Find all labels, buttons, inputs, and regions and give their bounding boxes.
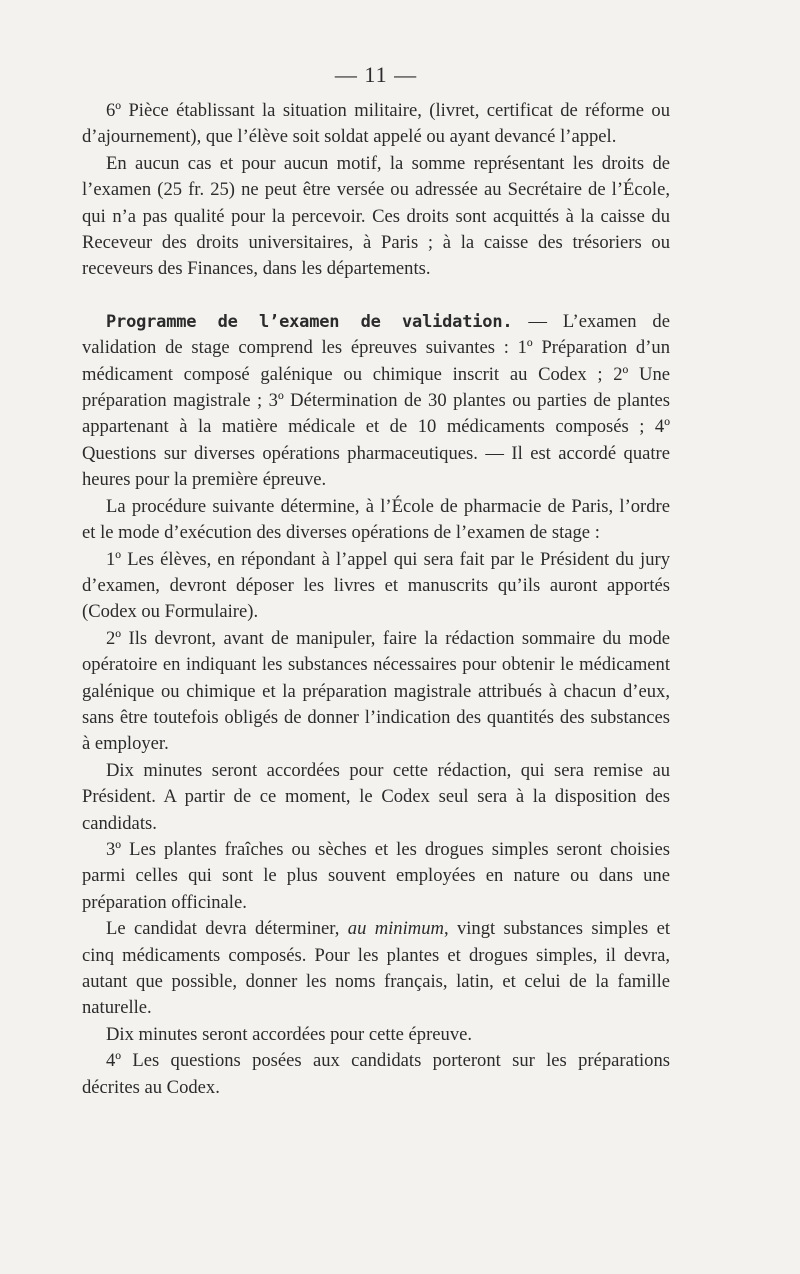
paragraph-step-3: 3º Les plantes fraîches ou sèches et les drogues simples seront choisies parmi celles qui sont le plus souvent employées en nature ou dans une préparation officinale.: [82, 838, 670, 913]
section-spacer: [82, 283, 670, 309]
minimum-before: Le candidat devra déterminer,: [106, 918, 348, 940]
programme-intro-text: — L’examen de validation de stage comprend les épreuves suivantes : 1º Préparation d’un médicament composé galénique ou chimique inscrit au Codex ; 2º Une préparation magistrale ; 3º Détermination de 30 plantes ou parties de plantes appartenant à la matière médicale et de 10 médicaments composés ; 4º Questions sur diverses opérations pharmaceutiques. — Il est accordé quatre heures pour la première épreuve.: [82, 310, 670, 491]
minimum-after: , vingt substances simples et cinq médicaments composés. Pour les plantes et drogues simples, il devra, autant que possible, donner les noms français, latin, et celui de la famille naturelle.: [82, 918, 671, 1019]
paragraph-exam-fees: En aucun cas et pour aucun motif, la somme représentant les droits de l’examen (25 fr. 25) ne peut être versée ou adressée au Secrétaire de l’École, qui n’a pas qualité pour la percevoir. Ces droits sont acquittés à la caisse du Receveur des droits universitaires, à Paris ; à la caisse des trésoriers ou receveurs des Finances, dans les départements.: [82, 152, 670, 280]
paragraph-programme-intro: [82, 309, 670, 494]
paragraph-procedure: La procédure suivante détermine, à l’École de pharmacie de Paris, l’ordre et le mode d’exécution des diverses opérations de l’examen de stage :: [82, 495, 670, 544]
paragraph-step-2: 2º Ils devront, avant de manipuler, faire la rédaction sommaire du mode opératoire en indiquant les substances nécessaires pour obtenir le médicament galénique ou chimique et la préparation magistrale attribués à chacun d’eux, sans être toutefois obligés de donner l’indication des quantités des substances à employer.: [82, 627, 670, 755]
section-heading: Programme de l’examen de validation.: [106, 311, 513, 332]
paragraph-step-4: 4º Les questions posées aux candidats porteront sur les préparations décrites au Codex.: [82, 1050, 670, 1098]
paragraph-minimum-substances: [82, 916, 670, 1022]
paragraph-ten-minutes-redaction: Dix minutes seront accordées pour cette rédaction, qui sera remise au Président. A partir de ce moment, le Codex seul sera à la disposition des candidats.: [82, 759, 670, 834]
minimum-italic: au minimum: [347, 918, 444, 940]
paragraph-ten-minutes-test: Dix minutes seront accordées pour cette épreuve.: [106, 1023, 473, 1045]
paragraph-military-document: 6º Pièce établissant la situation militaire, (livret, certificat de réforme ou d’ajournement), que l’élève soit soldat appelé ou ayant devancé l’appel.: [82, 100, 670, 148]
page-number: — 11 —: [334, 62, 418, 87]
paragraph-step-1: 1º Les élèves, en répondant à l’appel qui sera fait par le Président du jury d’examen, devront déposer les livres et manuscrits qu’ils auront apportés (Codex ou Formulaire).: [82, 548, 670, 623]
document-page: [82, 62, 670, 1101]
